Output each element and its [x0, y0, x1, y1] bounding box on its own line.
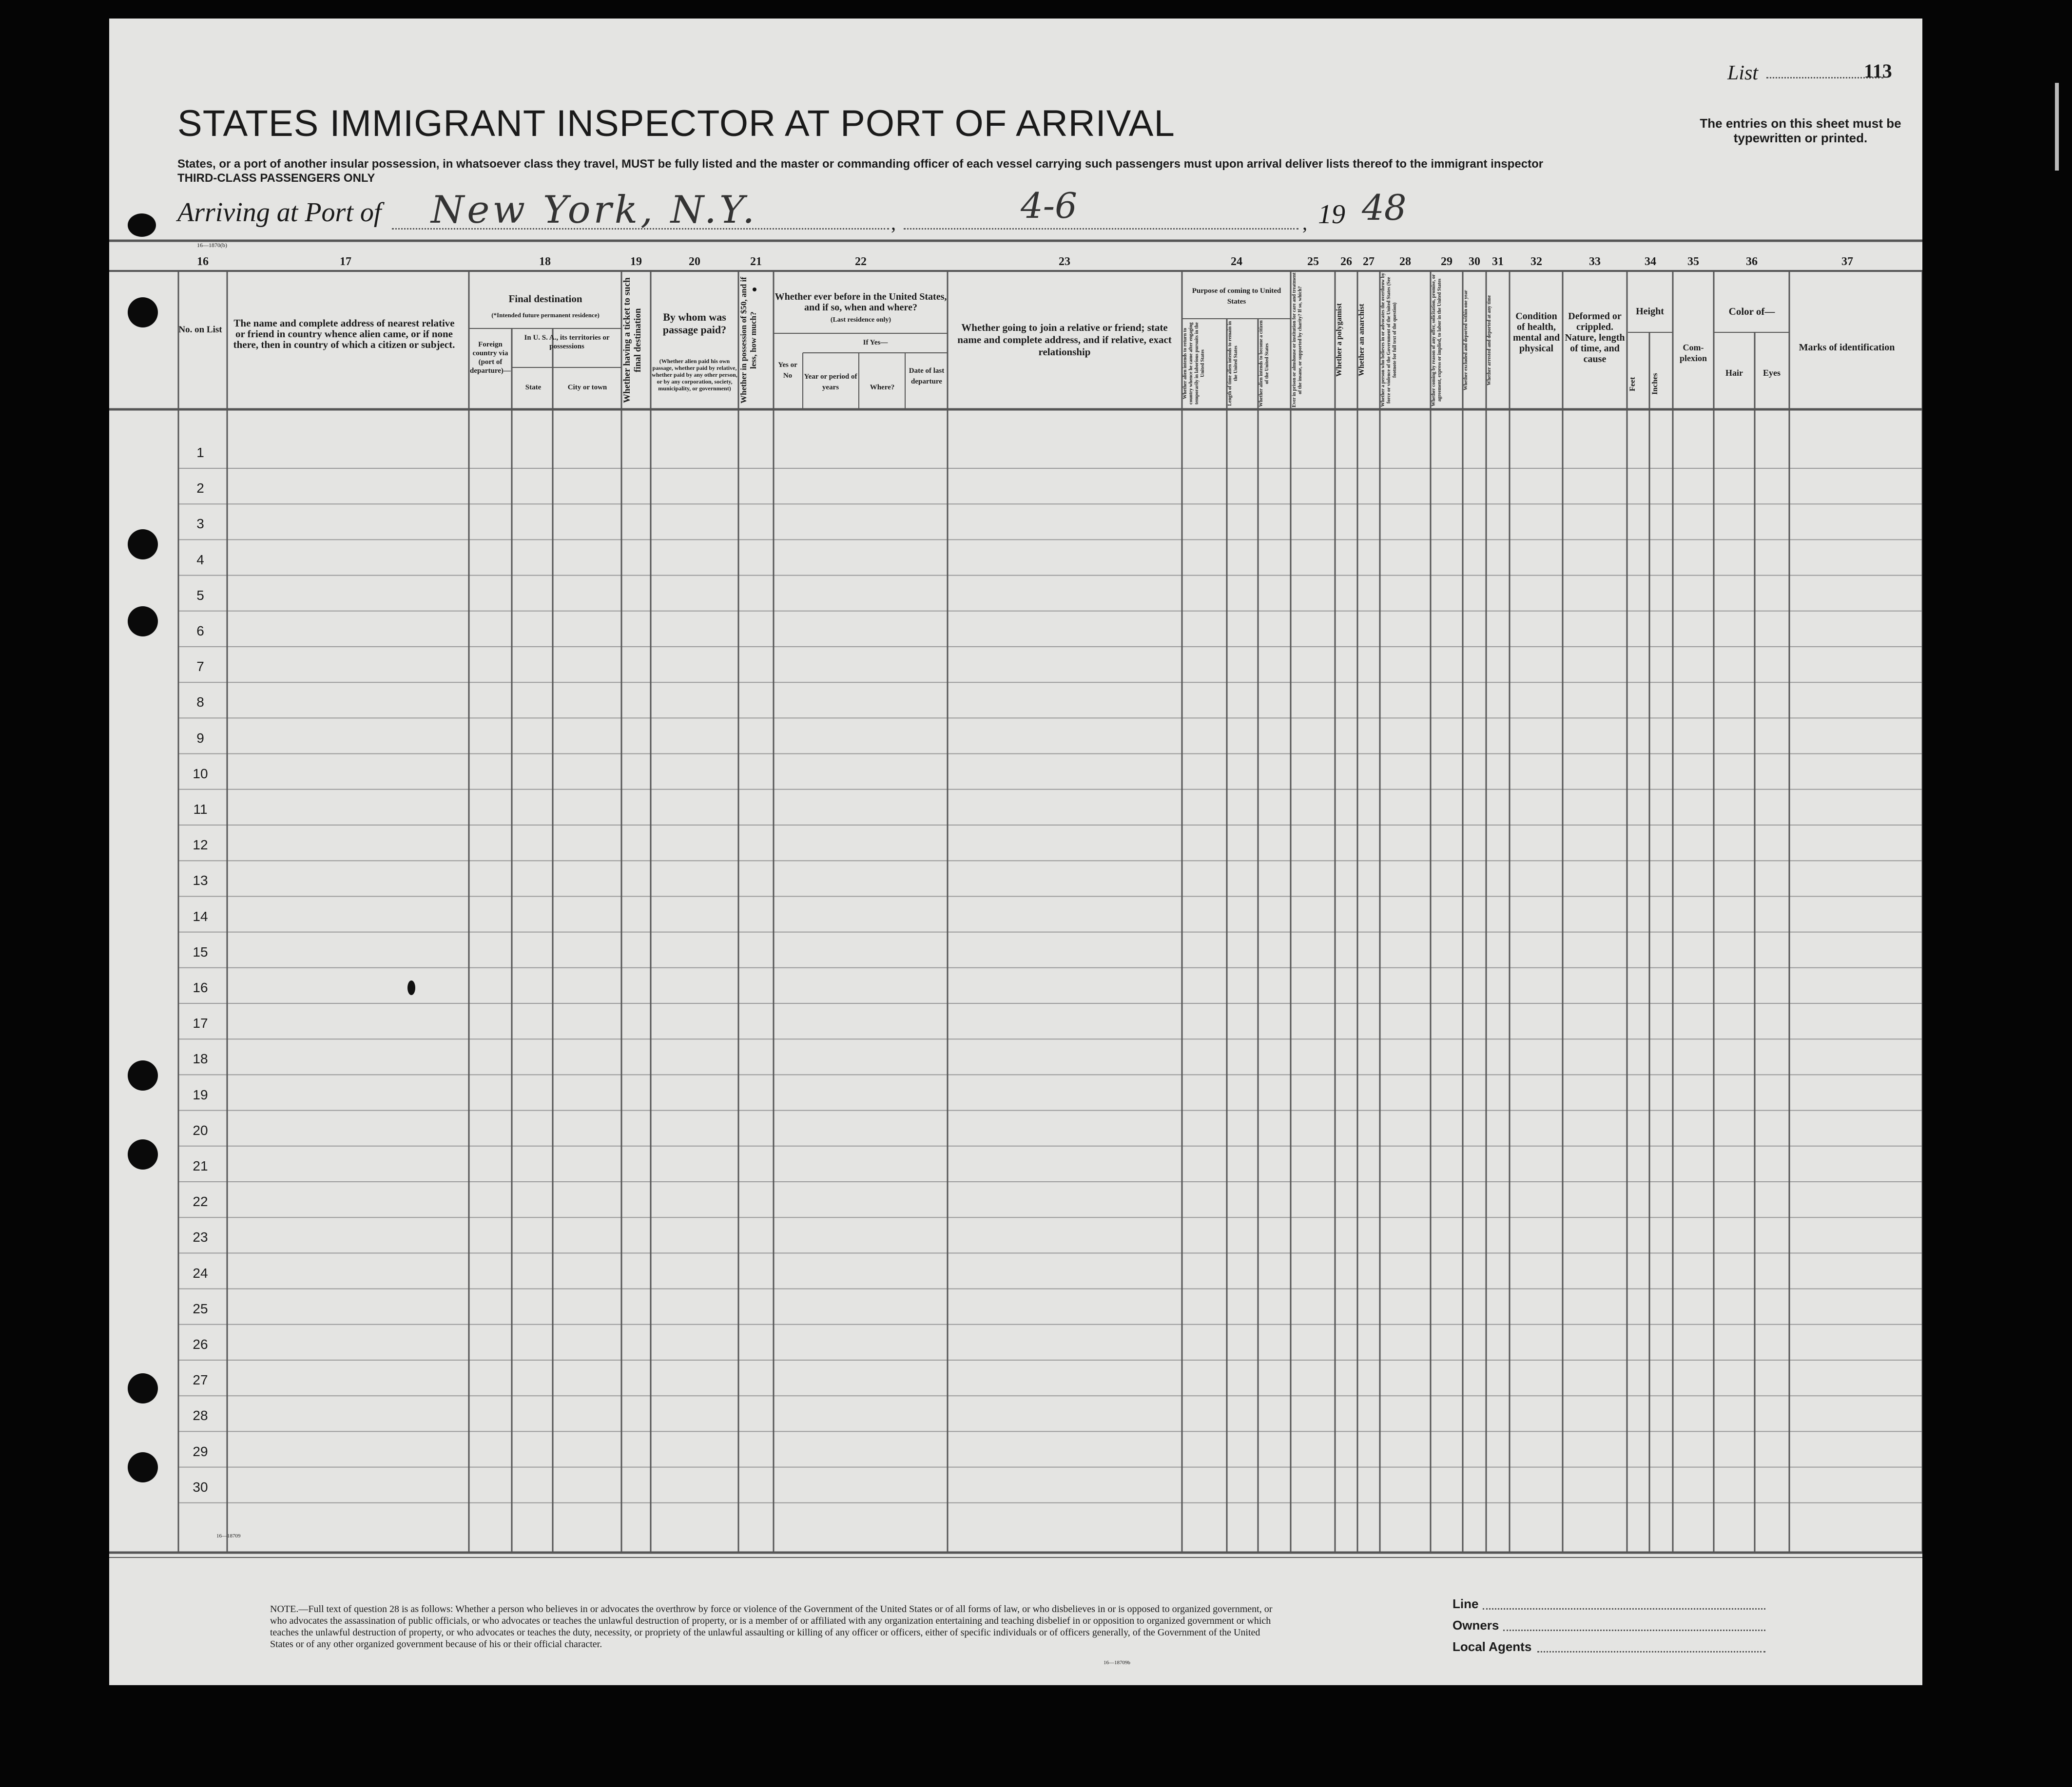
header-nearest-relative: The name and complete address of nearest relative or friend in country whence alien came, or if none there, then in country of which a citizen or subject. — [233, 317, 455, 350]
row-number: 18 — [193, 1051, 208, 1067]
header-final-destination-sub: (*Intended future permanent residence) — [491, 311, 600, 319]
column-number: 35 — [1687, 255, 1699, 268]
header-q29: Whether coming by reason of any offer, solicitation, promise, or agreement, express or implied, to labor in the United States — [1431, 274, 1442, 406]
agents-label: Local Agents — [1452, 1639, 1532, 1654]
header-q30: Whether excluded and deported within one year — [1463, 290, 1469, 390]
header-purpose-a: Whether alien intends to return to country whence he came after engaging temporarily in laborious pursuits in the United States — [1182, 322, 1205, 405]
column-number: 20 — [689, 255, 700, 268]
row-number: 17 — [193, 1016, 208, 1031]
header-date-last-departure: Date of last departure — [909, 367, 945, 385]
header-yes-or-no: Yes or No — [778, 361, 797, 380]
column-number: 36 — [1746, 255, 1758, 268]
header-join-relative: Whether going to join a relative or friend; state name and complete address, and if relative, exact relationship — [957, 322, 1172, 358]
column-number: 22 — [855, 255, 867, 268]
row-number: 29 — [193, 1443, 208, 1459]
year-prefix: 19 — [1318, 199, 1345, 230]
owners-label: Owners — [1452, 1618, 1499, 1633]
punch-hole — [128, 1373, 158, 1403]
header-if-yes: If Yes— — [863, 339, 888, 346]
line-label: Line — [1452, 1596, 1479, 1611]
header-possession: Whether in possession of $50, and if less, how much? — [739, 277, 758, 404]
header-polygamist: Whether a polygamist — [1335, 303, 1343, 377]
header-purpose: Purpose of coming to United States — [1192, 287, 1281, 306]
row-number: 10 — [193, 766, 208, 781]
header-by-whom: By whom was passage paid? — [662, 311, 727, 336]
manifest-sheet — [109, 19, 1922, 1685]
instructions-text: States, or a port of another insular possession, in whatsoever class they travel, MUST be fully listed and the master or commanding officer of each vessel carrying such passengers must upon arrival deliver lists thereof to the immigrant inspector — [177, 157, 1544, 171]
header-q28: Whether a person who believes in or advocates the overthrow by force or violence of the Government of the United States (See footnote for full text of the question) — [1380, 273, 1397, 407]
row-number: 6 — [196, 623, 204, 638]
column-number: 33 — [1589, 255, 1601, 268]
header-by-whom-sub: (Whether alien paid his own passage, whether paid by relative, whether paid by any other person, or by any corporation, society, municipality, or government) — [652, 358, 737, 392]
column-number: 23 — [1059, 255, 1070, 268]
header-height: Height — [1636, 306, 1664, 317]
column-number: 26 — [1340, 255, 1352, 268]
row-number: 15 — [193, 944, 208, 960]
header-inches: Inches — [1651, 373, 1659, 395]
header-deformed: Deformed or crippled. Nature, length of time, and cause — [1565, 311, 1625, 365]
ink-spot — [407, 980, 415, 995]
list-number: 113 — [1864, 60, 1892, 82]
header-q31: Whether arrested and deported at any time — [1487, 295, 1492, 385]
footnote-code: 16—18709b — [1104, 1660, 1130, 1666]
header-hair: Hair — [1725, 368, 1743, 378]
header-foreign-country: Foreign country via (port of departure)— — [470, 341, 511, 375]
header-state: State — [525, 384, 542, 391]
row-number: 30 — [193, 1479, 208, 1495]
header-anarchist: Whether an anarchist — [1357, 304, 1366, 377]
agents-field — [1537, 1651, 1765, 1652]
list-label: List — [1727, 62, 1759, 84]
row-number: 28 — [193, 1408, 208, 1423]
header-color-of: Color of— — [1728, 306, 1775, 317]
column-number: 27 — [1363, 255, 1375, 268]
row-number: 11 — [193, 802, 208, 817]
punch-hole — [128, 1060, 158, 1091]
column-number: 17 — [340, 255, 351, 268]
header-ever-before: Whether ever before in the United States, and if so, when and where? — [775, 291, 947, 313]
row-number: 1 — [196, 445, 204, 460]
column-number: 24 — [1231, 255, 1242, 268]
row-number: 21 — [193, 1158, 208, 1173]
row-number: 3 — [196, 516, 204, 532]
punch-hole — [128, 1452, 158, 1482]
date-handwritten: 4-6 — [1021, 185, 1077, 226]
column-number: 34 — [1645, 255, 1656, 268]
header-marks: Marks of identification — [1799, 342, 1895, 353]
third-class-label: THIRD-CLASS PASSENGERS ONLY — [177, 172, 375, 185]
header-eyes: Eyes — [1763, 368, 1781, 378]
row-number: 27 — [193, 1372, 208, 1388]
header-year-period: Year or period of years — [804, 373, 857, 391]
row-number: 8 — [196, 694, 204, 710]
ink-dot — [753, 288, 756, 291]
header-no-on-list: No. on List — [178, 325, 222, 335]
header-feet: Feet — [1628, 377, 1637, 391]
punch-hole — [128, 213, 156, 237]
header-prison: Ever in prison or almshouse or institution for care and treatment of the insane, or supported by charity? If so, which? — [1292, 272, 1303, 408]
column-number: 18 — [539, 255, 551, 268]
row-number: 19 — [193, 1087, 208, 1102]
header-ticket: Whether having a ticket to such final destination — [622, 277, 643, 403]
column-number: 28 — [1399, 255, 1411, 268]
row-number: 14 — [193, 908, 208, 924]
row-number: 20 — [193, 1122, 208, 1138]
row-number: 5 — [196, 587, 204, 603]
form-code-bottom: 16—18709 — [216, 1533, 241, 1539]
header-city: City or town — [567, 384, 607, 391]
row-number: 24 — [193, 1265, 208, 1281]
arriving-label: Arriving at Port of — [177, 197, 382, 228]
row-number: 26 — [193, 1337, 208, 1352]
comma-1: , — [891, 212, 896, 234]
row-number: 12 — [193, 837, 208, 853]
header-complexion: Com- plexion — [1679, 343, 1707, 363]
column-number: 31 — [1492, 255, 1504, 268]
table-grid — [109, 19, 1922, 1685]
port-handwritten: New York, N.Y. — [431, 188, 758, 232]
column-number: 30 — [1469, 255, 1480, 268]
column-number: 25 — [1307, 255, 1319, 268]
header-condition: Condition of health, mental and physical — [1512, 311, 1560, 354]
row-number: 13 — [193, 873, 208, 888]
header-purpose-b: Length of time alien intends to remain in the United States — [1227, 321, 1239, 406]
line-field — [1483, 1608, 1765, 1610]
header-in-usa: In U. S. A., its territories or possessions — [524, 334, 610, 350]
header-final-destination: Final destination — [508, 293, 582, 305]
punch-hole — [128, 1139, 158, 1170]
column-number: 16 — [197, 255, 209, 268]
column-number: 29 — [1441, 255, 1452, 268]
form-code-top: 16—1870(b) — [197, 242, 227, 249]
page-title: STATES IMMIGRANT INSPECTOR AT PORT OF ARRIVAL — [177, 103, 1175, 144]
owners-field — [1503, 1630, 1765, 1631]
year-handwritten: 48 — [1362, 187, 1407, 228]
column-number: 32 — [1530, 255, 1542, 268]
column-number: 37 — [1841, 255, 1853, 268]
scan-edge-mark — [2055, 83, 2059, 171]
row-number: 23 — [193, 1230, 208, 1245]
row-number: 16 — [193, 980, 208, 995]
column-number: 19 — [630, 255, 642, 268]
header-where: Where? — [870, 384, 895, 391]
punch-hole — [128, 606, 158, 636]
row-number: 9 — [196, 730, 204, 746]
comma-2: , — [1302, 212, 1307, 234]
row-number: 4 — [196, 552, 204, 567]
typewritten-note: The entries on this sheet must be typewritten or printed. — [1700, 116, 1901, 145]
punch-hole — [128, 297, 158, 327]
row-number: 22 — [193, 1194, 208, 1210]
punch-hole — [128, 529, 158, 559]
column-number: 21 — [750, 255, 762, 268]
row-number: 2 — [196, 480, 204, 496]
row-number: 25 — [193, 1301, 208, 1316]
header-last-residence: (Last residence only) — [830, 316, 891, 324]
row-number: 7 — [196, 659, 204, 674]
header-purpose-c: Whether alien intends to become a citizen of the United States — [1259, 320, 1270, 407]
footnote: NOTE.—Full text of question 28 is as follows: Whether a person who believes in or advocates the overthrow by force or violence of the Government of the United States or of all forms of law, or who disbelieves in or is opposed to organized government, or who advocates the assassination of public officials, or who advocates or teaches the unlawful destruction of property, or is a member of or affiliated with any organization entertaining and teaching disbelief in or opposition to organized government or which teaches the unlawful destruction of property, or who advocates or teaches the duty, necessity, or propriety of the unlawful assaulting or killing of any officer or officers, either of specific individuals or of officers generally, of the Government of the United States or of any other organized government because of his or their official character. — [270, 1604, 1273, 1650]
